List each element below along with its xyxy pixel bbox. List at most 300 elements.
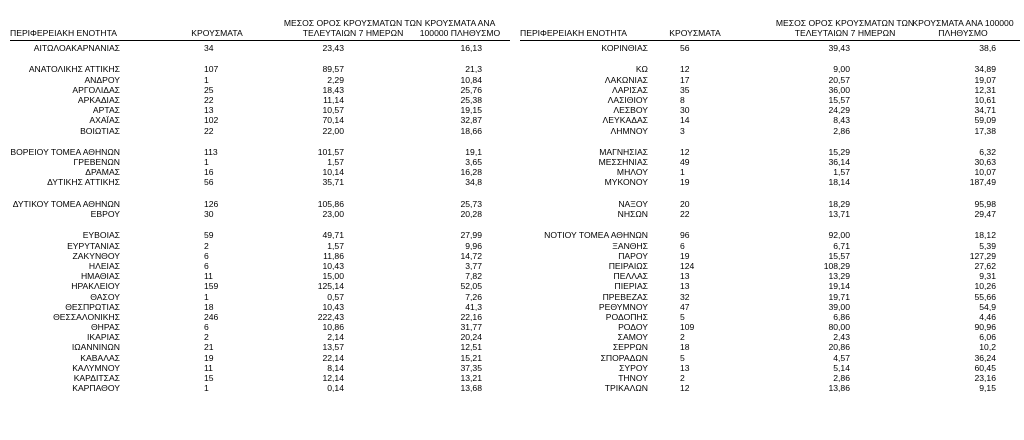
table-row	[10, 353, 510, 363]
cases-value: 25	[204, 84, 214, 95]
cases-value: 56	[680, 43, 690, 53]
avg7-value: 2,14	[327, 332, 344, 343]
cases-value: 124	[680, 260, 695, 271]
region-name: ΣΑΜΟΥ	[617, 332, 648, 343]
per100k-value: 27,99	[460, 230, 482, 241]
region-name: ΚΑΛΥΜΝΟΥ	[72, 362, 120, 373]
region-name: ΛΑΚΩΝΙΑΣ	[604, 74, 648, 85]
region-name: ΛΗΜΝΟΥ	[610, 125, 648, 136]
table-row	[520, 383, 1020, 393]
per100k-value: 13,68	[460, 383, 482, 394]
per100k-value: 30,63	[974, 157, 996, 168]
table-row	[10, 167, 510, 177]
cases-value: 21	[204, 342, 214, 353]
avg7-value: 2,86	[833, 373, 850, 383]
region-name: ΣΠΟΡΑΔΩΝ	[600, 352, 648, 363]
avg7-value: 18,43	[322, 84, 344, 95]
avg7-value: 6,71	[833, 240, 850, 251]
cases-value: 2	[204, 332, 209, 343]
avg7-value: 10,86	[322, 322, 344, 333]
per100k-value: 59,09	[974, 115, 996, 126]
cases-value: 32	[680, 291, 690, 302]
cases-value: 59	[204, 230, 214, 241]
row-spacer	[10, 53, 510, 64]
avg7-value: 12,14	[322, 373, 344, 383]
avg7-value: 89,57	[322, 64, 344, 75]
per100k-value: 3,65	[465, 157, 482, 168]
row-spacer	[10, 136, 510, 147]
cases-value: 6	[204, 260, 209, 271]
cases-value: 1	[204, 291, 209, 302]
avg7-value: 10,43	[322, 260, 344, 271]
cases-value: 19	[204, 352, 214, 363]
per100k-value: 32,87	[460, 115, 482, 126]
per100k-value: 7,26	[465, 291, 482, 302]
region-name: ΛΕΥΚΑΔΑΣ	[602, 115, 648, 126]
header-underline	[520, 40, 1020, 41]
per100k-value: 10,2	[979, 342, 996, 353]
avg7-value: 125,14	[317, 281, 344, 292]
table-row	[10, 271, 510, 281]
per100k-value: 3,77	[465, 260, 482, 271]
table-row	[520, 373, 1020, 383]
region-name: ΛΑΣΙΘΙΟΥ	[607, 94, 648, 105]
table-row	[10, 373, 510, 383]
region-name: ΚΑΡΔΙΤΣΑΣ	[73, 373, 120, 383]
avg7-value: 24,29	[828, 105, 850, 116]
table-row	[520, 312, 1020, 322]
per100k-value: 29,47	[974, 209, 996, 219]
avg7-value: 22,00	[322, 125, 344, 136]
per100k-value: 38,6	[979, 43, 996, 53]
per100k-value: 31,77	[460, 322, 482, 333]
header-underline	[10, 40, 510, 41]
cases-value: 34	[204, 43, 214, 53]
per100k-value: 10,07	[974, 167, 996, 178]
row-spacer	[520, 188, 1020, 199]
avg7-value: 13,29	[828, 271, 850, 282]
table-row	[10, 85, 510, 95]
header-per100k: ΚΡΟΥΣΜΑΤΑ ΑΝΑ 100000 ΠΛΗΘΥΣΜΟ	[419, 18, 501, 38]
table-row	[520, 302, 1020, 312]
per100k-value: 18,66	[460, 125, 482, 136]
per100k-value: 25,38	[460, 94, 482, 105]
avg7-value: 39,00	[828, 301, 850, 312]
avg7-value: 1,57	[833, 167, 850, 178]
region-name: ΗΛΕΙΑΣ	[88, 260, 120, 271]
per100k-value: 127,29	[969, 250, 996, 261]
per100k-value: 19,1	[465, 146, 482, 157]
avg7-value: 10,43	[322, 301, 344, 312]
cases-value: 5	[680, 311, 685, 322]
cases-value: 102	[204, 115, 219, 126]
avg7-value: 15,29	[828, 146, 850, 157]
avg7-value: 13,86	[828, 383, 850, 394]
per100k-value: 187,49	[969, 177, 996, 188]
table-header	[10, 10, 510, 38]
avg7-value: 13,71	[828, 209, 850, 219]
table-row	[520, 251, 1020, 261]
per100k-value: 16,28	[460, 167, 482, 178]
per100k-value: 10,61	[974, 94, 996, 105]
table-row	[520, 241, 1020, 251]
table-row	[520, 85, 1020, 95]
region-name: ΛΑΡΙΣΑΣ	[612, 84, 648, 95]
table-row	[520, 95, 1020, 105]
region-name: ΡΕΘΥΜΝΟΥ	[598, 301, 648, 312]
avg7-value: 0,14	[327, 383, 344, 394]
per100k-value: 4,46	[979, 311, 996, 322]
per100k-value: 27,62	[974, 260, 996, 271]
region-name: ΗΡΑΚΛΕΙΟΥ	[71, 281, 120, 292]
cases-value: 49	[680, 157, 690, 168]
cases-value: 47	[680, 301, 690, 312]
table-row	[10, 322, 510, 332]
per100k-value: 6,06	[979, 332, 996, 343]
per100k-value: 36,24	[974, 352, 996, 363]
table-row	[10, 177, 510, 187]
table-row	[520, 230, 1020, 240]
per100k-value: 6,32	[979, 146, 996, 157]
region-name: ΘΕΣΣΑΛΟΝΙΚΗΣ	[53, 311, 120, 322]
region-name: ΘΕΣΠΡΩΤΙΑΣ	[65, 301, 120, 312]
avg7-value: 39,43	[828, 43, 850, 53]
cases-value: 13	[204, 105, 214, 116]
table-row	[10, 64, 510, 74]
avg7-value: 0,57	[327, 291, 344, 302]
table-row	[520, 363, 1020, 373]
cases-value: 246	[204, 311, 219, 322]
cases-value: 22	[204, 94, 214, 105]
cases-value: 35	[680, 84, 690, 95]
header-region: ΠΕΡΙΦΕΡΕΙΑΚΗ ΕΝΟΤΗΤΑ	[10, 27, 117, 38]
cases-value: 14	[680, 115, 690, 126]
table-header	[520, 10, 1020, 38]
cases-value: 96	[680, 230, 690, 241]
region-name: ΣΥΡΟΥ	[619, 362, 648, 373]
table-row	[10, 199, 510, 209]
cases-value: 6	[204, 250, 209, 261]
region-name: ΤΡΙΚΑΛΩΝ	[604, 383, 648, 394]
cases-table-right	[520, 10, 1020, 394]
table-row	[10, 126, 510, 136]
table-row	[10, 157, 510, 167]
row-spacer	[520, 53, 1020, 64]
avg7-value: 35,71	[322, 177, 344, 188]
table-row	[520, 105, 1020, 115]
table-row	[520, 271, 1020, 281]
cases-value: 12	[680, 64, 690, 75]
avg7-value: 8,43	[833, 115, 850, 126]
avg7-value: 13,57	[322, 342, 344, 353]
cases-value: 30	[680, 105, 690, 116]
region-name: ΒΟΙΩΤΙΑΣ	[80, 125, 120, 136]
cases-value: 159	[204, 281, 219, 292]
per100k-value: 14,72	[460, 250, 482, 261]
avg7-value: 22,14	[322, 352, 344, 363]
table-row	[10, 342, 510, 352]
region-name: ΔΡΑΜΑΣ	[85, 167, 120, 178]
per100k-value: 16,13	[460, 43, 482, 53]
per100k-value: 9,15	[979, 383, 996, 394]
table-row	[520, 64, 1020, 74]
region-name: ΜΗΛΟΥ	[616, 167, 648, 178]
per100k-value: 60,45	[974, 362, 996, 373]
region-name: ΝΟΤΙΟΥ ΤΟΜΕΑ ΑΘΗΝΩΝ	[544, 230, 648, 241]
table-row	[10, 302, 510, 312]
cases-value: 13	[680, 271, 690, 282]
table-row	[10, 43, 510, 53]
cases-value: 109	[680, 322, 695, 333]
region-name: ΗΜΑΘΙΑΣ	[80, 271, 120, 282]
table-row	[10, 332, 510, 342]
per100k-value: 12,31	[974, 84, 996, 95]
avg7-value: 11,86	[323, 250, 344, 261]
avg7-value: 23,00	[322, 209, 344, 219]
table-row	[10, 115, 510, 125]
avg7-value: 20,86	[828, 342, 850, 353]
table-row	[520, 332, 1020, 342]
table-row	[10, 383, 510, 393]
per100k-value: 90,96	[974, 322, 996, 333]
cases-value: 12	[680, 146, 690, 157]
cases-value: 18	[680, 342, 690, 353]
avg7-value: 23,43	[322, 43, 344, 53]
table-row	[520, 353, 1020, 363]
header-per100k: ΚΡΟΥΣΜΑΤΑ ΑΝΑ 100000 ΠΛΗΘΥΣΜΟ	[912, 18, 1014, 38]
region-name: ΓΡΕΒΕΝΩΝ	[73, 157, 120, 168]
per100k-value: 52,05	[460, 281, 482, 292]
avg7-value: 36,00	[828, 84, 850, 95]
row-spacer	[520, 219, 1020, 230]
region-name: ΤΗΝΟΥ	[618, 373, 648, 383]
table-row	[520, 177, 1020, 187]
table-row	[10, 241, 510, 251]
region-name: ΝΑΞΟΥ	[618, 198, 648, 209]
region-name: ΘΑΣΟΥ	[90, 291, 120, 302]
table-row	[520, 167, 1020, 177]
per100k-value: 19,07	[974, 74, 996, 85]
per100k-value: 15,21	[460, 352, 482, 363]
cases-value: 3	[680, 125, 685, 136]
cases-value: 1	[680, 167, 685, 178]
cases-value: 30	[204, 209, 214, 219]
per100k-value: 13,21	[460, 373, 482, 383]
cases-value: 22	[204, 125, 214, 136]
region-name: ΘΗΡΑΣ	[90, 322, 120, 333]
table-row	[520, 281, 1020, 291]
row-spacer	[10, 219, 510, 230]
avg7-value: 18,14	[828, 177, 850, 188]
per100k-value: 9,31	[979, 271, 996, 282]
per100k-value: 54,9	[979, 301, 996, 312]
avg7-value: 19,14	[828, 281, 850, 292]
cases-value: 13	[680, 281, 690, 292]
region-name: ΚΑΡΠΑΘΟΥ	[72, 383, 120, 394]
per100k-value: 34,8	[465, 177, 482, 188]
per100k-value: 25,73	[460, 198, 482, 209]
region-name: ΑΙΤΩΛΟΑΚΑΡΝΑΝΙΑΣ	[33, 43, 120, 53]
table-row	[520, 115, 1020, 125]
avg7-value: 49,71	[322, 230, 344, 241]
region-name: ΙΩΑΝΝΙΝΩΝ	[71, 342, 120, 353]
table-row	[10, 230, 510, 240]
table-row	[10, 312, 510, 322]
avg7-value: 1,57	[327, 157, 344, 168]
per100k-value: 20,28	[460, 209, 482, 219]
per100k-value: 22,16	[460, 311, 482, 322]
avg7-value: 10,57	[322, 105, 344, 116]
cases-value: 113	[204, 146, 218, 157]
table-body	[10, 43, 510, 393]
per100k-value: 34,89	[974, 64, 996, 75]
avg7-value: 15,57	[828, 94, 850, 105]
region-name: ΞΑΝΘΗΣ	[612, 240, 648, 251]
cases-value: 2	[680, 373, 685, 383]
region-name: ΚΟΡΙΝΘΙΑΣ	[601, 43, 648, 53]
avg7-value: 105,86	[317, 198, 344, 209]
per100k-value: 41,3	[465, 301, 482, 312]
region-name: ΠΕΙΡΑΙΩΣ	[608, 260, 648, 271]
per100k-value: 9,96	[465, 240, 482, 251]
table-row	[10, 261, 510, 271]
region-name: ΕΥΒΟΙΑΣ	[82, 230, 120, 241]
avg7-value: 1,57	[327, 240, 344, 251]
region-name: ΠΡΕΒΕΖΑΣ	[602, 291, 648, 302]
header-avg7: ΜΕΣΟΣ ΟΡΟΣ ΚΡΟΥΣΜΑΤΩΝ ΤΩΝ ΤΕΛΕΥΤΑΙΩΝ 7 ΗΜΕΡΩΝ	[283, 18, 423, 38]
cases-value: 13	[680, 362, 690, 373]
avg7-value: 2,43	[833, 332, 850, 343]
table-row	[520, 147, 1020, 157]
cases-value: 107	[204, 64, 219, 75]
avg7-value: 36,14	[828, 157, 850, 168]
cases-value: 2	[680, 332, 685, 343]
row-spacer	[520, 136, 1020, 147]
region-name: ΑΡΤΑΣ	[92, 105, 120, 116]
cases-value: 6	[680, 240, 685, 251]
cases-value: 16	[204, 167, 214, 178]
region-name: ΣΕΡΡΩΝ	[612, 342, 648, 353]
per100k-value: 12,51	[460, 342, 482, 353]
region-name: ΒΟΡΕΙΟΥ ΤΟΜΕΑ ΑΘΗΝΩΝ	[10, 146, 120, 157]
avg7-value: 4,57	[833, 352, 850, 363]
per100k-value: 21,3	[465, 64, 482, 75]
cases-value: 1	[204, 157, 209, 168]
cases-value: 2	[204, 240, 209, 251]
table-row	[10, 251, 510, 261]
per100k-value: 25,76	[460, 84, 482, 95]
header-cases: ΚΡΟΥΣΜΑΤΑ	[191, 27, 243, 38]
cases-value: 5	[680, 352, 685, 363]
per100k-value: 55,66	[974, 291, 996, 302]
table-row	[520, 126, 1020, 136]
table-row	[10, 105, 510, 115]
per100k-value: 20,24	[460, 332, 482, 343]
table-row	[10, 292, 510, 302]
table-row	[520, 75, 1020, 85]
table-row	[10, 363, 510, 373]
avg7-value: 18,29	[828, 198, 850, 209]
per100k-value: 23,16	[974, 373, 996, 383]
region-name: ΑΧΑΪΑΣ	[89, 115, 120, 126]
avg7-value: 80,00	[828, 322, 850, 333]
region-name: ΕΥΡΥΤΑΝΙΑΣ	[67, 240, 120, 251]
cases-value: 19	[680, 250, 690, 261]
avg7-value: 2,86	[833, 125, 850, 136]
table-row	[520, 157, 1020, 167]
row-spacer	[10, 188, 510, 199]
header-avg7: ΜΕΣΟΣ ΟΡΟΣ ΚΡΟΥΣΜΑΤΩΝ ΤΩΝ ΤΕΛΕΥΤΑΙΩΝ 7 ΗΜΕΡΩΝ	[775, 18, 915, 38]
per100k-value: 10,26	[974, 281, 996, 292]
region-name: ΕΒΡΟΥ	[90, 209, 120, 219]
cases-value: 19	[680, 177, 690, 188]
per100k-value: 5,39	[979, 240, 996, 251]
table-body	[520, 43, 1020, 393]
region-name: ΠΑΡΟΥ	[618, 250, 648, 261]
table-row	[10, 95, 510, 105]
per100k-value: 37,35	[460, 362, 482, 373]
cases-value: 1	[204, 383, 209, 394]
cases-value: 1	[204, 74, 209, 85]
per100k-value: 18,12	[974, 230, 996, 241]
region-name: ΜΑΓΝΗΣΙΑΣ	[599, 146, 648, 157]
region-name: ΡΟΔΟΥ	[618, 322, 648, 333]
avg7-value: 20,57	[828, 74, 850, 85]
region-name: ΑΡΚΑΔΙΑΣ	[77, 94, 120, 105]
table-row	[10, 75, 510, 85]
table-row	[520, 199, 1020, 209]
cases-value: 18	[204, 301, 214, 312]
region-name: ΔΥΤΙΚΟΥ ΤΟΜΕΑ ΑΘΗΝΩΝ	[12, 198, 120, 209]
table-row	[10, 147, 510, 157]
cases-value: 11	[204, 362, 213, 373]
region-name: ΜΥΚΟΝΟΥ	[604, 177, 648, 188]
avg7-value: 70,14	[322, 115, 344, 126]
table-row	[520, 292, 1020, 302]
avg7-value: 19,71	[828, 291, 850, 302]
per100k-value: 34,71	[974, 105, 996, 116]
cases-value: 17	[680, 74, 690, 85]
avg7-value: 11,14	[323, 94, 344, 105]
region-name: ΠΕΛΛΑΣ	[613, 271, 648, 282]
avg7-value: 101,57	[317, 146, 344, 157]
region-name: ΝΗΣΩΝ	[617, 209, 648, 219]
avg7-value: 222,43	[317, 311, 344, 322]
region-name: ΔΥΤΙΚΗΣ ΑΤΤΙΚΗΣ	[47, 177, 120, 188]
cases-value: 11	[204, 271, 213, 282]
table-row	[520, 43, 1020, 53]
region-name: ΑΡΓΟΛΙΔΑΣ	[72, 84, 120, 95]
cases-value: 22	[680, 209, 690, 219]
cases-value: 8	[680, 94, 685, 105]
cases-table-left	[10, 10, 510, 394]
avg7-value: 92,00	[828, 230, 850, 241]
cases-value: 15	[204, 373, 214, 383]
per100k-value: 19,15	[460, 105, 482, 116]
region-name: ΚΑΒΑΛΑΣ	[80, 352, 120, 363]
region-name: ΖΑΚΥΝΘΟΥ	[72, 250, 120, 261]
avg7-value: 10,14	[322, 167, 344, 178]
table-row	[10, 281, 510, 291]
table-row	[520, 322, 1020, 332]
region-name: ΠΙΕΡΙΑΣ	[614, 281, 648, 292]
avg7-value: 2,29	[327, 74, 344, 85]
avg7-value: 108,29	[823, 260, 850, 271]
region-name: ΚΩ	[635, 64, 648, 75]
region-name: ΡΟΔΟΠΗΣ	[605, 311, 648, 322]
table-row	[520, 342, 1020, 352]
avg7-value: 5,14	[833, 362, 850, 373]
